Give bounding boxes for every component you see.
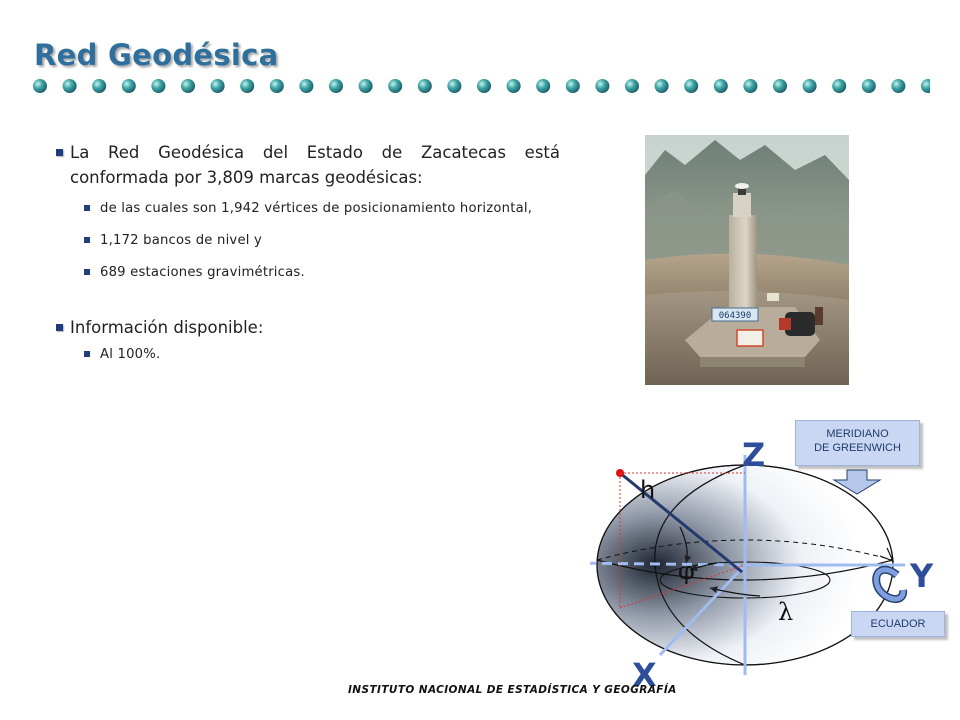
axis-y-label: Y: [910, 557, 934, 595]
divider-dot: [773, 79, 787, 93]
divider-dot: [63, 79, 77, 93]
photo-marker-text: 064390: [718, 311, 752, 321]
divider-dot: [151, 79, 165, 93]
h-label: h: [640, 476, 656, 504]
axis-z-label: Z: [742, 436, 766, 474]
divider-dot: [891, 79, 905, 93]
divider-dot: [211, 79, 225, 93]
divider-dot: [684, 79, 698, 93]
phi-label: φ: [678, 557, 695, 585]
divider-dot: [92, 79, 106, 93]
footer-institution: INSTITUTO NACIONAL DE ESTADÍSTICA Y GEOGRAFÍA: [348, 684, 677, 696]
divider-dot: [359, 79, 373, 93]
divider-dot: [418, 79, 432, 93]
meridiano-line-2: DE GREENWICH: [814, 442, 901, 454]
bullet-main-1: La Red Geodésica del Estado de Zacatecas está conformada por 3,809 marcas geodésicas:: [56, 140, 560, 190]
divider-dot: [388, 79, 402, 93]
divider-dot: [447, 79, 461, 93]
sub-bullet-3: 689 estaciones gravimétricas.: [100, 264, 560, 281]
axis-x-label: X: [632, 656, 657, 694]
divider-dot: [743, 79, 757, 93]
bullet-content: [56, 140, 560, 363]
sub-bullet-2: 1,172 bancos de nivel y: [100, 232, 560, 249]
divider-dot: [921, 79, 930, 93]
divider-dot: [625, 79, 639, 93]
divider-dot: [566, 79, 580, 93]
geodetic-monument-photo: [645, 135, 849, 385]
divider-dot: [122, 79, 136, 93]
divider-dot: [862, 79, 876, 93]
lambda-label: λ: [778, 598, 794, 626]
divider-dot: [329, 79, 343, 93]
divider-dot: [655, 79, 669, 93]
divider-dot: [714, 79, 728, 93]
divider-dot: [477, 79, 491, 93]
divider-dot: [595, 79, 609, 93]
divider-dot: [803, 79, 817, 93]
divider-dot: [536, 79, 550, 93]
sub-bullet-4: Al 100%.: [100, 346, 560, 363]
divider-dot: [270, 79, 284, 93]
sub-bullet-1: de las cuales son 1,942 vértices de posicionamiento horizontal,: [100, 200, 560, 217]
slide-title: Red Geodésica: [34, 38, 279, 72]
divider-dot: [181, 79, 195, 93]
bullet-main-2: Información disponible:: [56, 315, 560, 340]
divider-dot: [240, 79, 254, 93]
meridiano-line-1: MERIDIANO: [826, 428, 889, 440]
divider-dot: [299, 79, 313, 93]
divider-dot: [507, 79, 521, 93]
title-dot-divider: [30, 77, 930, 97]
divider-dot: [832, 79, 846, 93]
meridiano-greenwich-label: [795, 420, 920, 466]
divider-dot: [33, 79, 47, 93]
ecuador-label: ECUADOR: [851, 611, 945, 637]
